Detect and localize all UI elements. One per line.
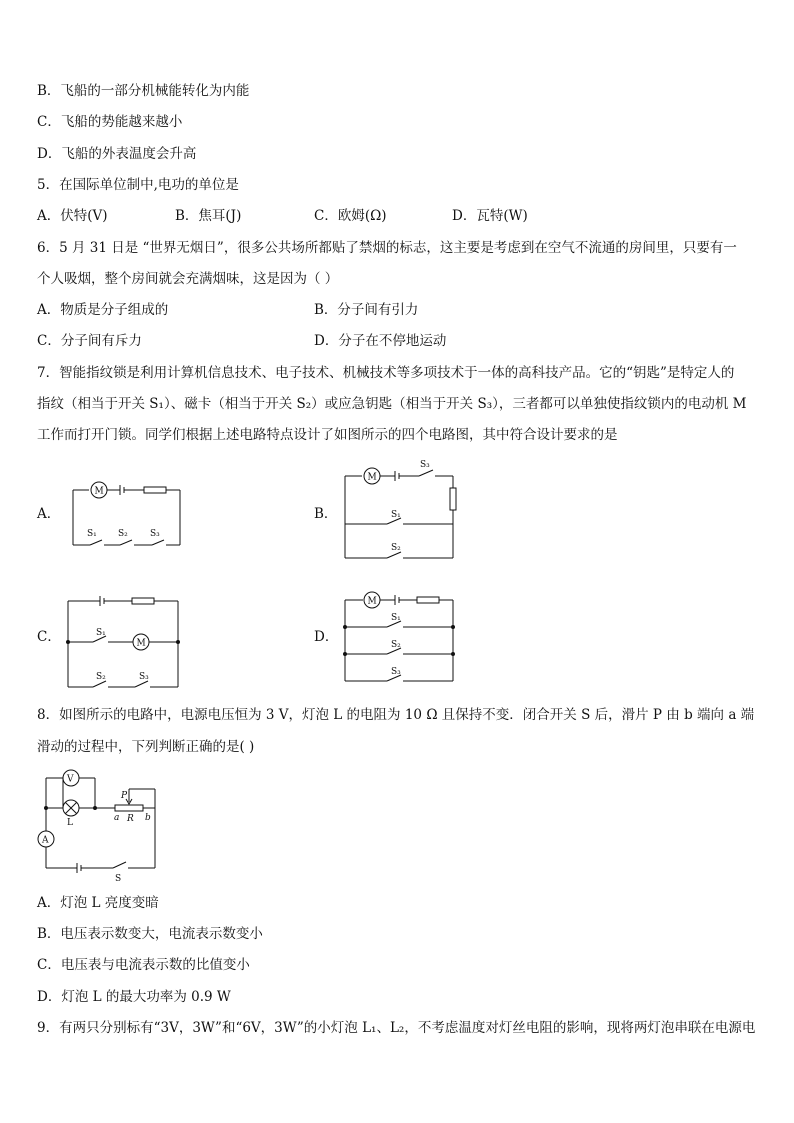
motor-label: M (367, 596, 377, 607)
q7-option-c-label: C． (37, 629, 61, 645)
question-7-stem-line2: 指纹（相当于开关 S₁）、磁卡（相当于开关 S₂）或应急钥匙（相当于开关 S₃），三者都可以单独使指纹锁内的电动机 M (37, 396, 747, 412)
q4-option-d: D．飞船的外表温度会升高 (37, 146, 197, 162)
rheostat-label: R (127, 814, 134, 824)
q6-option-d: D．分子在不停地运动 (314, 333, 447, 349)
switch-s2-label: S₂ (96, 672, 106, 682)
circuit-diagram-c (60, 590, 190, 690)
switch-s3-label: S₃ (139, 672, 149, 682)
q8-option-a: A．灯泡 L 亮度变暗 (37, 895, 159, 911)
q6-option-c: C．分子间有斥力 (37, 333, 142, 349)
slider-label: P (121, 791, 128, 801)
circuit-diagram-d (335, 585, 465, 690)
switch-s2-label: S₂ (118, 529, 128, 539)
switch-s1-label: S₁ (391, 613, 401, 623)
lamp-label: L (67, 818, 73, 828)
end-b-label: b (145, 813, 151, 823)
end-a-label: a (114, 813, 120, 823)
q4-option-b: B．飞船的一部分机械能转化为内能 (37, 83, 250, 99)
switch-s1-label: S₁ (87, 529, 97, 539)
q5-option-a: A．伏特(V) (37, 208, 108, 224)
switch-s1-label: S₁ (391, 510, 401, 520)
ammeter-label: A (42, 835, 49, 846)
question-6-stem-line1: 6．5 月 31 日是 “世界无烟日”，很多公共场所都贴了禁烟的标志，这主要是考虑到在空气不流通的房间里，只要有一 (37, 240, 737, 256)
question-7-stem-line1: 7．智能指纹锁是利用计算机信息技术、电子技术、机械技术等多项技术于一体的高科技产品。它的“钥匙”是特定人的 (37, 365, 735, 381)
q6-option-a: A．物质是分子组成的 (37, 302, 169, 318)
q6-option-b: B．分子间有引力 (314, 302, 419, 318)
q7-option-a-label: A． (37, 506, 61, 522)
voltmeter-label: V (67, 774, 74, 785)
q7-option-d-label: D． (314, 629, 339, 645)
q8-option-d: D．灯泡 L 的最大功率为 0.9 W (37, 989, 231, 1005)
q5-option-b: B．焦耳(J) (175, 208, 242, 224)
switch-s2-label: S₂ (391, 640, 401, 650)
q7-option-b-label: B． (314, 506, 338, 522)
switch-s3-label: S₃ (420, 460, 430, 470)
q8-option-b: B．电压表示数变大，电流表示数变小 (37, 926, 263, 942)
q5-option-c: C．欧姆(Ω) (314, 208, 387, 224)
switch-s3-label: S₃ (150, 529, 160, 539)
switch-label: S (115, 874, 122, 884)
question-8-stem-line2: 滑动的过程中，下列判断正确的是( ) (37, 739, 255, 755)
motor-label: M (367, 472, 377, 483)
switch-s3-label: S₃ (391, 667, 401, 677)
question-5-stem: 5．在国际单位制中,电功的单位是 (37, 177, 239, 193)
q8-option-c: C．电压表与电流表示数的比值变小 (37, 957, 250, 973)
circuit-diagram-a (60, 478, 190, 558)
circuit-diagram-b (335, 455, 465, 565)
motor-label: M (94, 486, 104, 497)
question-8-stem-line1: 8．如图所示的电路中，电源电压恒为 3 V，灯泡 L 的电阻为 10 Ω 且保持不变．闭合开关 S 后，滑片 P 由 b 端向 a 端 (37, 707, 755, 723)
switch-s2-label: S₂ (391, 543, 401, 553)
question-9-stem-line1: 9．有两只分别标有“3V，3W”和“6V，3W”的小灯泡 L₁、L₂，不考虑温度对灯丝电阻的影响，现将两灯泡串联在电源电 (37, 1020, 756, 1036)
circuit-diagram-q8 (35, 768, 165, 884)
motor-label: M (136, 638, 146, 649)
question-7-stem-line3: 工作而打开门锁。同学们根据上述电路特点设计了如图所示的四个电路图，其中符合设计要求的是 (37, 427, 618, 443)
q5-option-d: D．瓦特(W) (452, 208, 528, 224)
question-6-stem-line2: 个人吸烟，整个房间就会充满烟味，这是因为（ ） (37, 271, 339, 287)
q4-option-c: C．飞船的势能越来越小 (37, 114, 183, 130)
switch-s1-label: S₁ (96, 628, 106, 638)
